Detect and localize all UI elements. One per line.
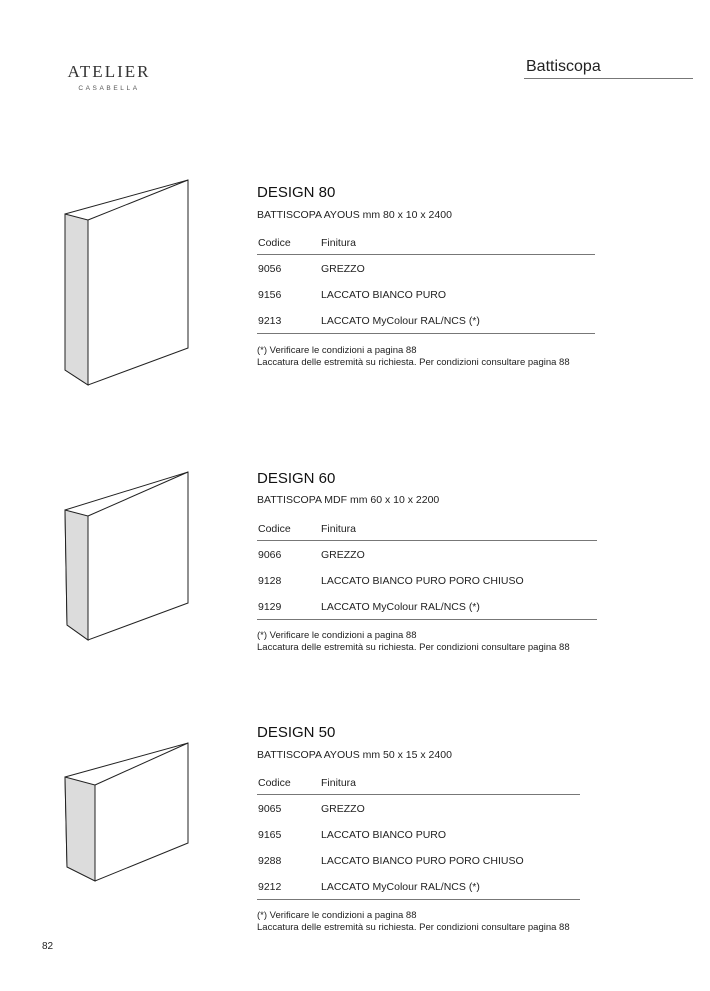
product-notes <box>257 630 570 653</box>
table-row <box>257 593 597 619</box>
header-finish: Finitura <box>321 777 357 789</box>
row-finish: LACCATO BIANCO PURO <box>321 289 447 301</box>
row-finish: LACCATO BIANCO PURO PORO CHIUSO <box>321 575 524 587</box>
product-subtitle: BATTISCOPA AYOUS mm 50 x 15 x 2400 <box>257 749 452 761</box>
row-finish: LACCATO MyColour RAL/NCS (*) <box>321 881 480 893</box>
product-subtitle: BATTISCOPA MDF mm 60 x 10 x 2200 <box>257 494 440 506</box>
row-finish: LACCATO BIANCO PURO <box>321 829 447 841</box>
row-code: 9165 <box>258 829 282 841</box>
table-row <box>257 567 597 593</box>
logo-subtitle: CASABELLA <box>78 85 140 92</box>
row-finish: GREZZO <box>321 263 365 275</box>
finish-table <box>257 520 597 620</box>
section-title: Battiscopa <box>526 58 601 75</box>
table-row <box>257 255 595 281</box>
header-code: Codice <box>258 237 291 249</box>
row-code: 9065 <box>258 803 282 815</box>
table-row <box>257 847 580 873</box>
row-code: 9156 <box>258 289 282 301</box>
table-bottom-rule <box>257 619 597 620</box>
product-title: DESIGN 80 <box>257 184 336 201</box>
finish-table <box>257 774 580 900</box>
header-code: Codice <box>258 523 291 535</box>
row-code: 9066 <box>258 549 282 561</box>
product-notes <box>257 345 570 368</box>
table-row <box>257 795 580 821</box>
note-lacquering: Laccatura delle estremità su richiesta. Per condizioni consultare pagina 88 <box>257 641 570 653</box>
table-bottom-rule <box>257 333 595 334</box>
row-code: 9288 <box>258 855 282 867</box>
product-title: DESIGN 60 <box>257 470 336 487</box>
row-code: 9129 <box>258 601 282 613</box>
baseboard-illustration <box>55 470 195 645</box>
row-finish: LACCATO MyColour RAL/NCS (*) <box>321 601 480 613</box>
header-finish: Finitura <box>321 523 357 535</box>
table-row <box>257 821 580 847</box>
product-title: DESIGN 50 <box>257 724 336 741</box>
table-row <box>257 307 595 333</box>
row-code: 9056 <box>258 263 282 275</box>
table-row <box>257 541 597 567</box>
row-code: 9128 <box>258 575 282 587</box>
page-number: 82 <box>42 941 54 952</box>
note-lacquering: Laccatura delle estremità su richiesta. Per condizioni consultare pagina 88 <box>257 921 570 933</box>
note-lacquering: Laccatura delle estremità su richiesta. Per condizioni consultare pagina 88 <box>257 356 570 368</box>
finish-table <box>257 234 595 334</box>
header-finish: Finitura <box>321 237 357 249</box>
row-finish: LACCATO MyColour RAL/NCS (*) <box>321 315 480 327</box>
table-header <box>257 520 597 541</box>
table-row <box>257 873 580 899</box>
row-finish: GREZZO <box>321 549 365 561</box>
product-notes <box>257 910 570 933</box>
note-conditions: (*) Verificare le condizioni a pagina 88 <box>257 345 417 356</box>
table-header <box>257 234 595 255</box>
row-code: 9213 <box>258 315 282 327</box>
row-finish: LACCATO BIANCO PURO PORO CHIUSO <box>321 855 524 867</box>
note-conditions: (*) Verificare le condizioni a pagina 88 <box>257 910 417 921</box>
row-finish: GREZZO <box>321 803 365 815</box>
section-title-rule <box>524 78 693 79</box>
logo-wordmark: ATELIER <box>67 62 151 81</box>
brand-logo <box>64 62 154 92</box>
table-header <box>257 774 580 795</box>
table-bottom-rule <box>257 899 580 900</box>
row-code: 9212 <box>258 881 282 893</box>
baseboard-illustration <box>55 741 195 883</box>
note-conditions: (*) Verificare le condizioni a pagina 88 <box>257 630 417 641</box>
header-code: Codice <box>258 777 291 789</box>
table-row <box>257 281 595 307</box>
product-subtitle: BATTISCOPA AYOUS mm 80 x 10 x 2400 <box>257 209 452 221</box>
baseboard-illustration <box>55 178 195 390</box>
